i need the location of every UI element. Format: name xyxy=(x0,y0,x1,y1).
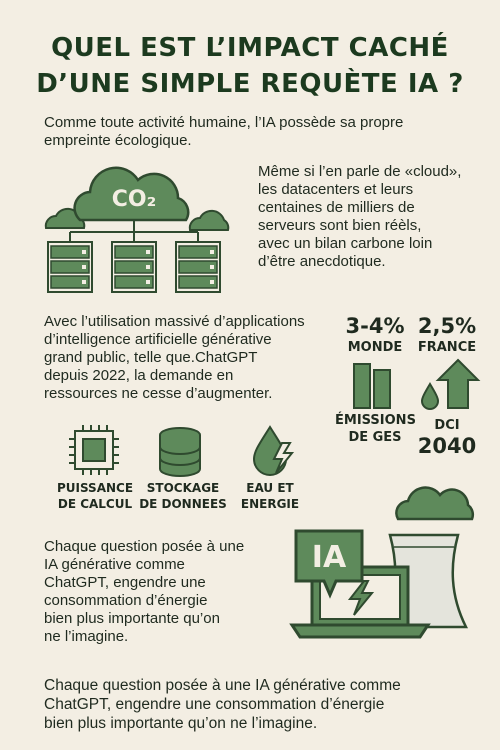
server-rack-icon xyxy=(176,242,220,292)
text-line: d’être anecdotique. xyxy=(258,253,386,270)
text-line: depuis 2022, la demande en xyxy=(44,367,234,384)
text-line: les datacenters et leurs xyxy=(258,181,414,198)
text-line: grand public, telle que.ChatGPT xyxy=(44,349,258,366)
text-line: centaines de milliers de xyxy=(258,199,415,216)
stats-icons xyxy=(350,360,480,410)
resource-label-line: DE DONNEES xyxy=(139,497,227,511)
text-line: bien plus importante qu’on ne l’imagine. xyxy=(44,715,318,732)
ai-energy-illustration xyxy=(290,485,480,650)
resource-label-line: ENERGIE xyxy=(240,497,300,511)
resource-label-line: DE CALCUL xyxy=(57,497,133,511)
co2-label: CO₂ xyxy=(111,187,157,212)
datacenter-illustration xyxy=(38,160,238,310)
text-line: ressources ne cesse d’augmenter. xyxy=(44,385,273,402)
france-label: FRANCE xyxy=(417,340,477,355)
france-percentage: 2,5% xyxy=(417,314,477,338)
emissions-label-line: ÉMISSIONS xyxy=(335,413,416,428)
world-label: MONDE xyxy=(347,340,403,355)
page-title-line-1: QUEL EST L’IMPACT CACHÉ xyxy=(51,33,449,63)
water-drop-icon xyxy=(422,384,438,409)
intro-line: empreinte écologique. xyxy=(44,132,192,149)
intro-line: Comme toute activité humaine, l’IA possède sa propre xyxy=(44,114,404,131)
up-arrow-icon xyxy=(438,360,478,408)
text-line: IA générative comme xyxy=(44,556,185,573)
text-line: avec un bilan carbone loin xyxy=(258,235,433,252)
text-line: Avec l’utilisation massivé d’applications xyxy=(44,313,305,330)
small-cloud-right-icon xyxy=(190,211,229,230)
emissions-label-line: DE GES xyxy=(348,430,402,445)
year-label: 2040 xyxy=(417,434,477,458)
resource-label-line: PUISSANCE xyxy=(56,481,134,495)
emissions-label xyxy=(335,412,415,446)
ia-label: IA xyxy=(311,540,347,575)
text-line: Même si l’en parle de «cloud», xyxy=(258,163,462,180)
water-energy-icon xyxy=(254,427,292,475)
resource-label-line: STOCKAGE xyxy=(146,481,220,495)
footer-text xyxy=(44,676,484,733)
resource-label-line: EAU ET xyxy=(246,481,294,495)
smoke-cloud-icon xyxy=(396,488,472,519)
text-line: consommation d’énergie xyxy=(44,592,208,609)
text-line: ChatGPT, engendre une consommation d’énergie xyxy=(44,696,385,713)
text-line: d’intelligence artificielle générative xyxy=(44,331,272,348)
text-line: bien plus importante qu’on xyxy=(44,610,220,627)
chip-icon xyxy=(69,425,119,475)
server-rack-icon xyxy=(112,242,156,292)
dci-label: DCI xyxy=(434,418,460,433)
text-line: serveurs sont bien réèls, xyxy=(258,217,422,234)
page-title-line-2: D’UNE SIMPLE REQUÈTE IA ? xyxy=(36,69,464,99)
bar-chart-icon xyxy=(354,364,390,408)
datacenter-text xyxy=(258,163,478,271)
usage-text xyxy=(44,313,334,403)
text-line: Chaque question posée à une xyxy=(44,538,245,555)
database-icon xyxy=(160,428,200,476)
co2-cloud-icon xyxy=(75,168,189,220)
world-percentage: 3-4% xyxy=(345,314,405,338)
resource-icons xyxy=(40,425,340,481)
text-line: Chaque question posée à une IA générative comme xyxy=(44,677,401,694)
intro-text xyxy=(44,114,403,150)
question-text xyxy=(44,538,264,646)
text-line: ChatGPT, engendre une xyxy=(44,574,206,591)
server-rack-icon xyxy=(48,242,92,292)
text-line: ne l’imagine. xyxy=(44,628,129,645)
